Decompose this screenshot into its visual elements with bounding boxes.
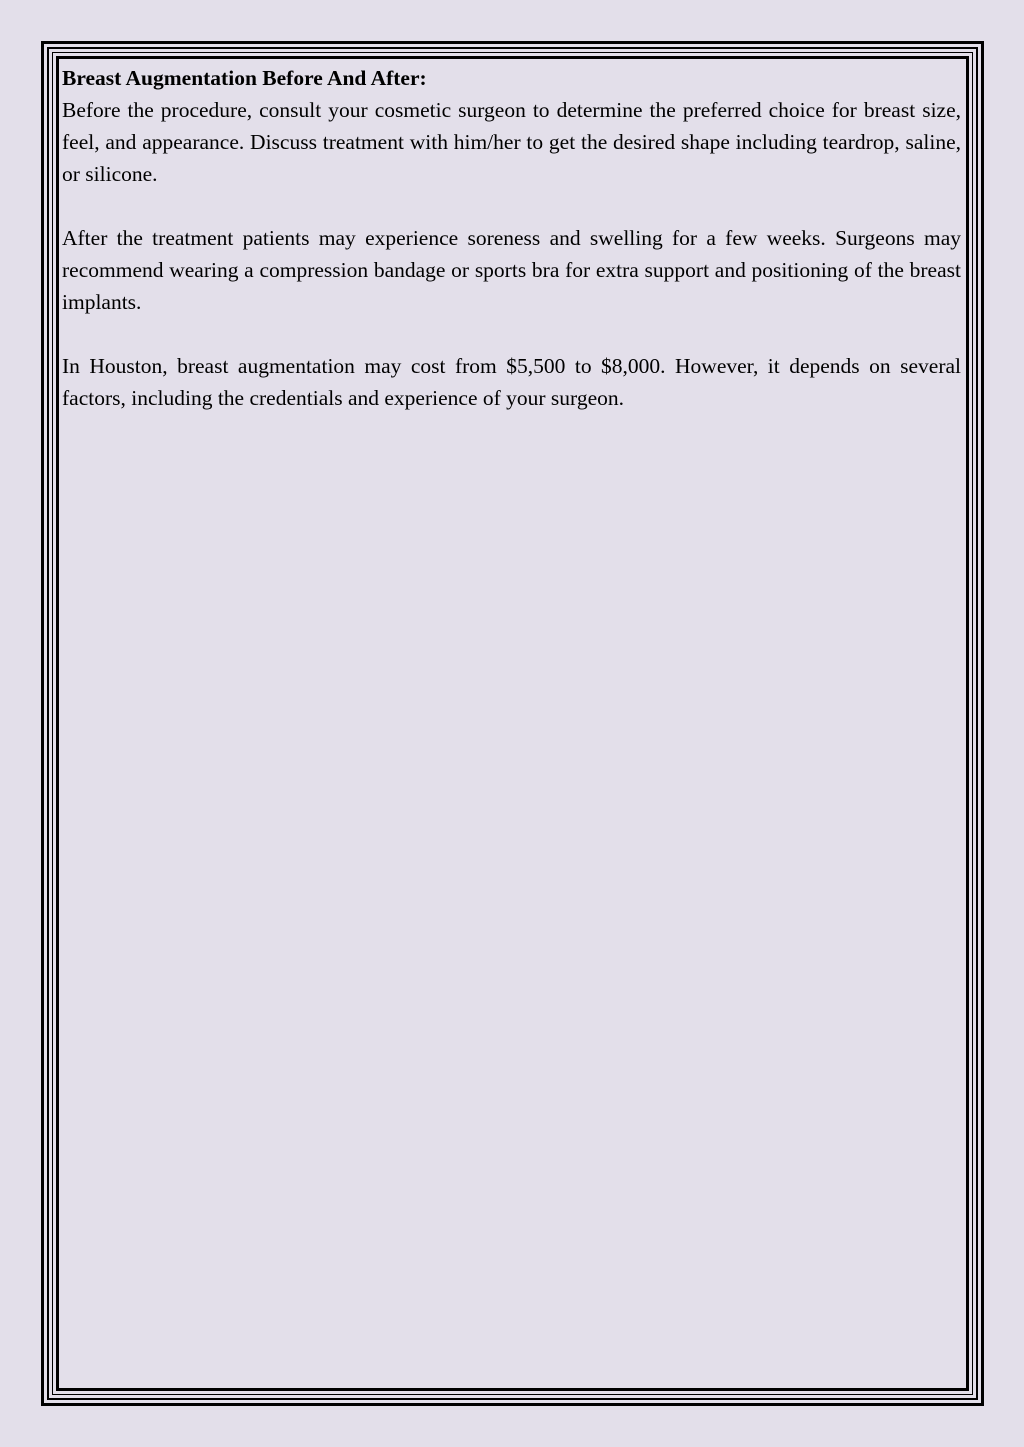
paragraph-before-procedure: Before the procedure, consult your cosmetic surgeon to determine the preferred choice for breast size, feel, and appearance. Discuss treatment with him/her to get the desired shape including teardrop, saline, or silicone. xyxy=(62,98,961,186)
paragraph-after-treatment: After the treatment patients may experience soreness and swelling for a few weeks. Surgeons may recommend wearing a compression bandage or sports bra for extra support and positioning of the breast implants. xyxy=(62,226,961,314)
document-heading: Breast Augmentation Before And After: xyxy=(62,66,427,90)
document-body xyxy=(62,62,961,414)
paragraph-cost: In Houston, breast augmentation may cost from $5,500 to $8,000. However, it depends on several factors, including the credentials and experience of your surgeon. xyxy=(62,354,961,410)
